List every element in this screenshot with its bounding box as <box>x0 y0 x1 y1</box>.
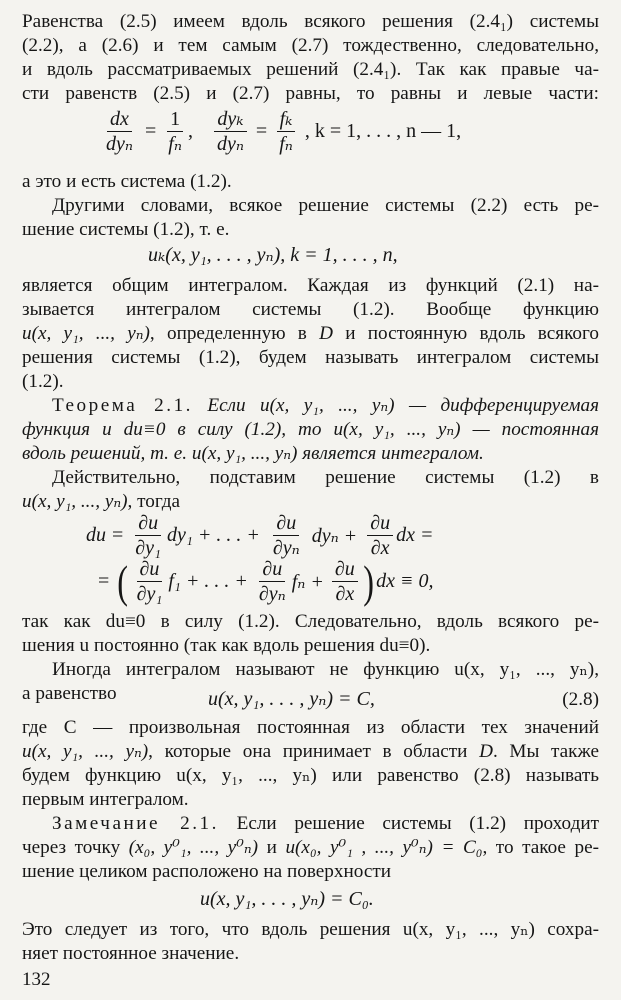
text-line: зывается интегралом системы (1.2). Вообще функцию <box>22 299 599 320</box>
fraction: $\frac{\partial u}{\partial x}$ <box>367 512 393 559</box>
text-line: шения u постоянно (так как вдоль решения du≡0). <box>22 635 431 656</box>
text-line: будем функцию u(x, y₁, ..., yₙ) или равенство (2.8) называть <box>22 765 599 786</box>
remark-label: Замечание 2.1. <box>52 813 219 834</box>
theorem-label: Теорема 2.1. <box>52 395 193 416</box>
text-line: и вдоль рассматриваемых решений (2.4₁). Так как правые ча- <box>22 59 599 80</box>
text-line: является общим интегралом. Каждая из функций (2.1) на- <box>22 275 599 296</box>
text-line: так как du≡0 в силу (1.2). Следовательно, вдоль всякого ре- <box>22 611 599 632</box>
theorem-line: функция и du≡0 в силу (1.2), то u(x, y₁, ..., yₙ) — постоянная <box>22 419 599 440</box>
formula-range: , k = 1, . . . , n — 1, <box>304 120 462 142</box>
text-line: (1.2). <box>22 371 64 392</box>
text-line: u(x, y₁, ..., yₙ), определенную в D и постоянную вдоль всякого <box>22 323 599 344</box>
remark-line: Замечание 2.1. Если решение системы (1.2) проходит <box>52 813 599 834</box>
formula-integrals: uₖ(x, y₁, . . . , yₙ), k = 1, . . . , n, <box>148 244 398 266</box>
text-line: (2.2), а (2.6) и тем самым (2.7) тождественно, следовательно, <box>22 35 599 56</box>
text-line: няет постоянное значение. <box>22 943 240 964</box>
text-line: u(x, y₁, ..., yₙ), тогда <box>22 491 181 512</box>
formula-du-1: du = $\frac{\partial u}{\text{∂y₁}}$ dy₁ + . . . + $\frac{\partial u}{\text{∂yₙ}}$ dyₙ + $\frac{\partial u}{\partial x}$ dx = <box>86 512 434 559</box>
fraction: $\frac{\partial u}{\partial x}$ <box>332 558 358 605</box>
text-line: Другими словами, всякое решение системы (2.2) есть ре- <box>52 195 599 216</box>
theorem-line: Теорема 2.1. Если u(x, y₁, ..., yₙ) — дифференцируемая <box>52 395 599 416</box>
text-line: Иногда интегралом называют не функцию u(x, y₁, ..., yₙ), <box>52 659 599 680</box>
text-line: первым интегралом. <box>22 789 189 810</box>
fraction: $\frac{1}{\text{fₙ}}$ <box>168 108 182 155</box>
text-line: Действительно, подставим решение системы (1.2) в <box>52 467 599 488</box>
fraction: $\frac{\partial u}{\text{∂y₁}}$ <box>135 512 161 559</box>
fraction: $\frac{\partial u}{\text{∂yₙ}}$ <box>272 512 300 559</box>
text-line: Равенства (2.5) имеем вдоль всякого решения (2.4₁) системы <box>22 11 599 32</box>
remark-line: шение целиком расположено на поверхности <box>22 861 391 882</box>
text-line: решения системы (1.2), будем называть интегралом системы <box>22 347 599 368</box>
formula-first-integral: u(x, y₁, . . . , yₙ) = C, <box>208 688 375 710</box>
text-line: а это и есть система (1.2). <box>22 171 232 192</box>
text-line: сти равенств (2.5) и (2.7) равны, то равны и левые части: <box>22 83 599 104</box>
text-line: где C — произвольная постоянная из области тех значений <box>22 717 599 738</box>
text-line: u(x, y₁, ..., yₙ), которые она принимает в области D. Мы также <box>22 741 600 762</box>
text-line: шение системы (1.2), т. е. <box>22 219 230 240</box>
formula-du-2: = ( $\frac{\partial u}{\text{∂y₁}}$ f₁ + . . . + $\frac{\partial u}{\text{∂yₙ}}$ fₙ + $\frac{\partial u}{\partial x}$ ) dx ≡ 0, <box>98 555 434 607</box>
remark-line: через точку (x₀, y⁰₁, ..., y⁰ₙ) и u(x₀, y⁰₁ , ..., y⁰ₙ) = C₀, то такое ре- <box>22 837 599 858</box>
text-line: Это следует из того, что вдоль решения u(x, y₁, ..., yₙ) сохра- <box>22 919 599 940</box>
fraction: $\frac{\text{dyₖ}}{\text{dyₙ}}$ <box>214 108 247 155</box>
fraction: $\frac{\text{fₖ}}{\text{fₙ}}$ <box>276 108 296 155</box>
fraction: $\frac{\partial u}{\text{∂yₙ}}$ <box>258 558 286 605</box>
fraction: $\frac{\partial u}{\text{∂y₁}}$ <box>136 558 163 605</box>
formula-surface: u(x, y₁, . . . , yₙ) = C₀. <box>200 888 374 910</box>
fraction: $\frac{dx}{\text{dyₙ}}$ <box>106 108 133 155</box>
text-line: а равенство <box>22 683 117 704</box>
formula-system: $\frac{dx}{\text{dyₙ}}$ = $\frac{1}{\text{fₙ}}$ , $\frac{\text{dyₖ}}{\text{dyₙ}}$ = $\frac{\text{fₖ}}{\text{fₙ}}$ , k = 1, . . . , n — 1, <box>100 108 461 155</box>
page-number: 132 <box>22 969 51 990</box>
theorem-line: вдоль решений, т. е. u(x, y₁, ..., yₙ) является интегралом. <box>22 443 484 464</box>
equation-number: (2.8) <box>562 689 599 710</box>
